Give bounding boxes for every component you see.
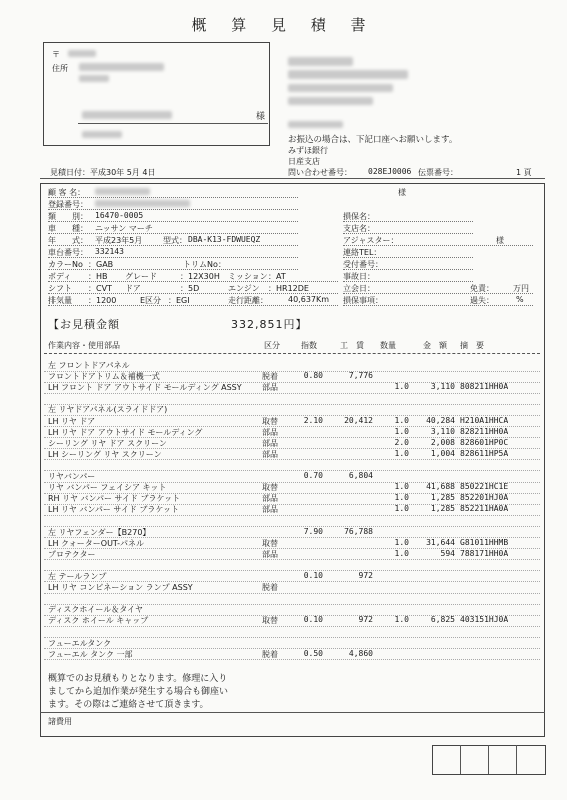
bank-branch: 日産支店 (288, 157, 320, 166)
transfer-notice: お振込の場合は、下記口座へお願いします。 (288, 135, 458, 145)
cell-index: 7.90 (303, 526, 323, 536)
issuer-company-redacted (288, 70, 408, 79)
trim-label: トリムNo (183, 260, 218, 269)
estimate-date: 見積日付：平成30年 5月 4日 (50, 168, 156, 177)
name-honorific: 様 (256, 112, 266, 122)
cell-index: 0.10 (303, 570, 323, 580)
address-line1-redacted (79, 63, 164, 71)
misc-rule (40, 712, 545, 713)
cell-index: 0.50 (303, 648, 323, 658)
cell-note: 828601HP0C (460, 437, 509, 447)
cell-qty: 1.0 (394, 537, 409, 547)
cell-wage: 76,788 (344, 526, 373, 536)
cell-amount: 40,284 (426, 415, 455, 425)
cell-note: 852211HA0A (460, 504, 509, 514)
cell-kubun: 部品 (262, 494, 278, 504)
deductible-unit: 万円 (513, 284, 529, 293)
cell-amount: 6,825 (430, 615, 455, 625)
cell-kubun: 取替 (262, 538, 278, 548)
header-rule (40, 178, 545, 179)
cell-note: 828211HH0A (460, 426, 509, 436)
cell-note: 828611HP5A (460, 448, 509, 458)
remark-line-1: 概算でのお見積もりとなります。修理に入り (48, 674, 228, 684)
cell-amount: 1,285 (430, 504, 455, 514)
type-value: 16470-0005 (95, 211, 144, 220)
rule (48, 245, 298, 246)
col-header-amount: 金 額 (423, 341, 447, 350)
cell-desc: シーリング リヤ ドア スクリーン (48, 438, 167, 448)
cell-desc: 左 フロントドアパネル (48, 361, 130, 370)
cell-qty: 1.0 (394, 615, 409, 625)
deductible-label: 免責： (470, 284, 494, 293)
rule (343, 257, 473, 258)
engine-label: エンジン (228, 284, 260, 293)
cell-qty: 1.0 (394, 448, 409, 458)
cell-index: 0.80 (303, 371, 323, 381)
cell-kubun: 部品 (262, 505, 278, 515)
rule (343, 281, 473, 282)
color-label: カラーNo (48, 260, 83, 269)
address-line2-redacted (79, 75, 109, 82)
shift-value: ：CVT (88, 284, 112, 293)
inquiry-number: 028EJ0006 (368, 167, 412, 176)
remark-line-2: ましてから追加作業が発生する場合も御座い (48, 687, 229, 697)
col-header-note: 摘 要 (460, 341, 484, 350)
postal-mark: 〒 (52, 50, 60, 59)
cell-note: H210A1HHCA (460, 415, 509, 425)
cell-qty: 2.0 (394, 437, 409, 447)
engine-value: ：HR12DE (268, 284, 309, 293)
cell-kubun: 取替 (262, 416, 278, 426)
cell-index: 2.10 (303, 415, 323, 425)
issuer-address2-redacted (288, 97, 373, 105)
cell-desc: リヤ バンパー フェイシア キット (48, 483, 167, 493)
rule (48, 197, 298, 198)
body-label: ボディ (48, 272, 72, 281)
cell-index: 0.70 (303, 471, 323, 480)
total-value: 332,851円】 (231, 318, 308, 331)
registration-label: 登録番号： (48, 200, 88, 209)
witness-date-label: 立会日： (343, 284, 375, 293)
contact-label: 連絡TEL： (343, 248, 382, 257)
customer-address-box (43, 42, 270, 146)
rule (48, 209, 298, 210)
cell-desc: 左 テールランプ (48, 571, 107, 581)
cell-desc: LH リヤ バンパー サイド ブラケット (48, 505, 179, 515)
cell-desc: LH リヤ ドア アウトサイド モールディング (48, 427, 203, 437)
cell-wage: 972 (358, 615, 373, 625)
cell-kubun: 取替 (262, 616, 278, 626)
mission-value: ：AT (268, 272, 286, 281)
stamp-divider (516, 745, 517, 774)
trim-value: ： (218, 260, 226, 269)
issuer-address-redacted (288, 84, 393, 92)
door-label: ドア (125, 284, 141, 293)
issuer-name-redacted (288, 57, 353, 66)
rule (343, 305, 533, 306)
cell-qty: 1.0 (394, 493, 409, 503)
row-rule (44, 659, 540, 660)
cell-qty: 1.0 (394, 482, 409, 492)
grade-value: ：12X30H (180, 272, 220, 281)
cell-index: 0.10 (303, 615, 323, 625)
postal-code-redacted (68, 50, 96, 57)
year-value: 平成23年5月 (95, 236, 143, 245)
customer-name-label: 顧 客 名： (48, 188, 86, 197)
cell-amount: 2,008 (430, 437, 455, 447)
cell-kubun: 脱着 (262, 649, 278, 659)
cell-note: 850221HC1E (460, 482, 509, 492)
cell-amount: 31,644 (426, 537, 455, 547)
cell-amount: 1,004 (430, 448, 455, 458)
cell-desc: LH フロント ドア アウトサイド モールディング ASSY (48, 383, 242, 393)
cell-note: 808211HH0A (460, 382, 509, 392)
cell-kubun: 部品 (262, 549, 278, 559)
insurer-label: 損保名： (343, 212, 375, 221)
mileage-value: 40,637Km (288, 295, 330, 304)
cell-desc: 左 リヤフェンダー【B270】 (48, 527, 151, 537)
grade-label: グレード (125, 272, 157, 281)
cell-desc: フューエルタンク (48, 638, 112, 648)
cell-wage: 20,412 (344, 415, 373, 425)
col-header-index: 指数 (301, 341, 317, 350)
type-label: 類 別： (48, 212, 88, 221)
e-class-label: E区分 (140, 296, 162, 305)
cell-note: 788171HH0A (460, 548, 509, 558)
customer-name-honorific: 様 (398, 188, 406, 197)
cell-qty: 1.0 (394, 415, 409, 425)
cell-amount: 3,110 (430, 382, 455, 392)
cell-wage: 4,860 (348, 648, 373, 658)
cell-desc: プロテクター (48, 549, 96, 559)
rule (48, 293, 338, 294)
col-header-desc: 作業内容・使用部品 (48, 341, 120, 350)
cell-note: G81011HHMB (460, 537, 509, 547)
cell-kubun: 部品 (262, 449, 278, 459)
page-number: 1 頁 (516, 168, 532, 177)
chassis-value: 332143 (95, 247, 124, 256)
issuer-phone-redacted (288, 121, 343, 128)
approval-stamp-area (432, 745, 546, 775)
cell-desc: ディスク ホイール キャップ (48, 616, 149, 626)
cell-desc: フューエル タンク 一部 (48, 649, 133, 659)
cell-amount: 3,110 (430, 426, 455, 436)
cell-qty: 1.0 (394, 426, 409, 436)
rule (343, 293, 533, 294)
cell-amount: 41,688 (426, 482, 455, 492)
rule (343, 233, 473, 234)
address-label: 住所 (52, 64, 68, 73)
stamp-divider (488, 745, 489, 774)
cell-desc: LH シーリング リヤ スクリーン (48, 449, 162, 459)
cell-kubun: 部品 (262, 383, 278, 393)
rule (48, 233, 298, 234)
remark-line-3: ます。その際はご連絡させて頂きます。 (48, 700, 209, 710)
fault-unit: % (516, 295, 524, 304)
cell-desc: リヤバンパー (48, 472, 96, 481)
stamp-divider (460, 745, 461, 774)
cell-wage: 6,804 (348, 471, 373, 480)
color-value: ：GAB (88, 260, 114, 269)
registration-value-redacted (95, 200, 190, 207)
rule (48, 305, 338, 306)
customer-name-redacted (82, 111, 172, 119)
displacement-value: ：1200 (88, 296, 117, 305)
rule (48, 281, 338, 282)
total-label: 【お見積金額 (48, 318, 120, 331)
slip-label: 伝票番号： (418, 168, 458, 177)
cell-qty: 1.0 (394, 382, 409, 392)
chassis-label: 車台番号： (48, 248, 88, 257)
cell-desc: LH リヤ コンビネーション ランプ ASSY (48, 583, 193, 592)
misc-fees-label: 諸費用 (48, 717, 72, 726)
col-header-qty: 数量 (380, 341, 396, 350)
shift-label: シフト (48, 284, 72, 293)
bank-name: みずほ銀行 (288, 146, 328, 155)
adjuster-honorific: 様 (496, 236, 504, 245)
cell-wage: 972 (358, 570, 373, 580)
body-value: ：HB (88, 272, 108, 281)
rule (343, 269, 473, 270)
displacement-label: 排気量 (48, 296, 72, 305)
car-value: ニッサン マーチ (95, 224, 153, 233)
model-value: DBA-K13-FDWUEQZ (188, 235, 261, 244)
mileage-label: 走行距離： (228, 296, 268, 305)
cell-kubun: 取替 (262, 483, 278, 493)
adjuster-label: アジャスター： (343, 236, 399, 245)
branch-label: 支店名： (343, 224, 375, 233)
rule (343, 221, 473, 222)
table-header-rule (44, 353, 540, 354)
cell-kubun: 部品 (262, 438, 278, 448)
year-label: 年 式： (48, 236, 88, 245)
customer-id-redacted (82, 131, 122, 138)
model-label: 型式： (163, 236, 187, 245)
rule (48, 257, 298, 258)
cell-note: 403151HJ0A (460, 615, 509, 625)
inquiry-label: 問い合わせ番号： (288, 168, 352, 177)
cell-desc: フロントドアトリム＆補機一式 (48, 372, 160, 382)
cell-qty: 1.0 (394, 548, 409, 558)
cell-amount: 594 (440, 548, 455, 558)
name-underline (78, 123, 268, 124)
document-title: 概 算 見 積 書 (191, 16, 376, 34)
fault-label: 過失： (470, 296, 494, 305)
rule (343, 245, 533, 246)
cell-kubun: 部品 (262, 427, 278, 437)
door-value: ：5D (180, 284, 200, 293)
cell-amount: 1,285 (430, 493, 455, 503)
accident-date-label: 事故日： (343, 272, 375, 281)
cell-qty: 1.0 (394, 504, 409, 514)
e-class-value: ：EGI (168, 296, 190, 305)
car-label: 車 種： (48, 224, 88, 233)
cell-desc: RH リヤ バンパー サイド ブラケット (48, 494, 181, 504)
cell-desc: 左 リヤドアパネル(スライドドア) (48, 405, 168, 415)
cell-desc: LH リヤ ドア (48, 416, 96, 426)
cell-desc: ディスクホイール＆タイヤ (48, 605, 144, 615)
customer-name-value-redacted (95, 188, 150, 195)
col-header-wage: 工 賃 (340, 341, 364, 350)
cell-desc: LH クォーターOUT-パネル (48, 538, 144, 548)
insurance-items-label: 損保事項： (343, 296, 383, 305)
rule (48, 269, 298, 270)
claim-no-label: 受付番号： (343, 260, 383, 269)
cell-kubun: 脱着 (262, 583, 278, 592)
col-header-kubun: 区分 (264, 341, 280, 350)
cell-wage: 7,776 (348, 371, 373, 381)
rule (48, 221, 298, 222)
cell-note: 852201HJ0A (460, 493, 509, 503)
cell-kubun: 脱着 (262, 372, 278, 382)
mission-label: ミッション (228, 272, 268, 281)
